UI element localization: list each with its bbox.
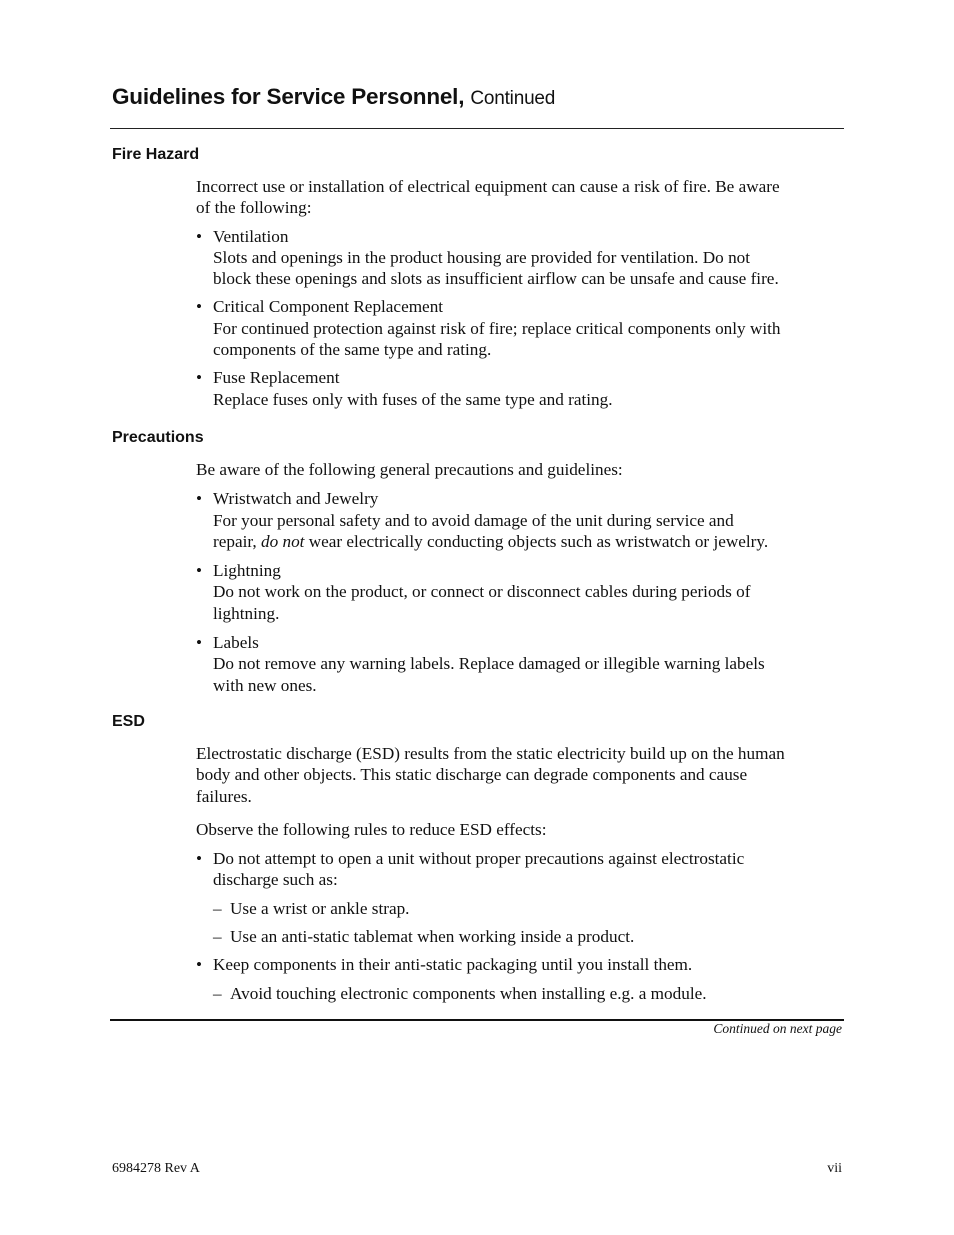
list-item-fuse-replacement bbox=[196, 367, 846, 410]
sub-item-text: Use an anti-static tablemat when working inside a product. bbox=[230, 927, 635, 947]
esd-body bbox=[196, 743, 846, 1004]
sub-item-wrist-strap bbox=[196, 898, 846, 919]
list-item-text: For your personal safety and to avoid damage of the unit during service and bbox=[213, 510, 734, 530]
precautions-intro: Be aware of the following general precautions and guidelines: bbox=[196, 460, 623, 479]
emphasis-do-not: do not bbox=[260, 531, 305, 551]
sub-item-text: Use a wrist or ankle strap. bbox=[230, 898, 410, 918]
page-title bbox=[112, 84, 555, 110]
list-item-text: components of the same type and rating. bbox=[213, 340, 492, 360]
bullet-icon: • bbox=[196, 561, 203, 581]
list-item-text: Do not work on the product, or connect or disconnect cables during periods of bbox=[213, 582, 751, 602]
list-item-text: block these openings and slots as insufficient airflow can be unsafe and cause fire. bbox=[213, 269, 779, 289]
list-item-text: Do not remove any warning labels. Replace damaged or illegible warning labels bbox=[213, 654, 765, 674]
section-heading-esd: ESD bbox=[112, 713, 145, 730]
list-item-wristwatch-jewelry bbox=[196, 488, 846, 552]
page-title-text: Guidelines for Service Personnel, bbox=[112, 84, 465, 109]
list-item-text: lightning. bbox=[213, 603, 280, 623]
list-item-critical-component bbox=[196, 296, 846, 360]
page-title-continued: Continued bbox=[470, 88, 556, 109]
bullet-icon: • bbox=[196, 489, 203, 509]
sub-item-avoid-touching bbox=[196, 983, 846, 1004]
document-id: 6984278 Rev A bbox=[112, 1161, 200, 1176]
bullet-icon: • bbox=[196, 297, 203, 317]
list-item-title: Fuse Replacement bbox=[213, 368, 340, 388]
title-divider bbox=[110, 128, 844, 129]
list-item-text: Keep components in their anti-static packaging until you install them. bbox=[213, 955, 693, 975]
fire-hazard-body bbox=[196, 176, 846, 410]
bullet-icon: • bbox=[196, 955, 203, 975]
list-item-title: Lightning bbox=[213, 561, 281, 581]
list-item-ventilation bbox=[196, 226, 846, 290]
list-item-text: Slots and openings in the product housing are provided for ventilation. Do not bbox=[213, 247, 751, 267]
fire-hazard-intro bbox=[196, 176, 846, 219]
list-item-text: Replace fuses only with fuses of the same type and rating. bbox=[213, 389, 613, 409]
list-item-labels bbox=[196, 632, 846, 696]
esd-paragraph bbox=[196, 743, 846, 807]
list-item-text-end: wear electrically conducting objects such as wristwatch or jewelry. bbox=[304, 531, 769, 551]
list-item-title: Wristwatch and Jewelry bbox=[213, 489, 379, 509]
list-item-text: For continued protection against risk of fire; replace critical components only with bbox=[213, 318, 781, 338]
dash-icon: – bbox=[213, 898, 222, 918]
paragraph-line: body and other objects. This static discharge can degrade components and cause bbox=[196, 765, 748, 785]
sub-item-tablemat bbox=[196, 926, 846, 947]
page-number: vii bbox=[827, 1161, 842, 1176]
dash-icon: – bbox=[213, 927, 222, 947]
list-item-title: Ventilation bbox=[213, 226, 289, 246]
intro-line: of the following: bbox=[196, 198, 312, 218]
list-item-lightning bbox=[196, 560, 846, 624]
bullet-icon: • bbox=[196, 849, 203, 869]
dash-icon: – bbox=[213, 983, 222, 1003]
list-item-text: discharge such as: bbox=[213, 870, 338, 890]
list-item-text: Do not attempt to open a unit without proper precautions against electrostatic bbox=[213, 849, 745, 869]
list-item-title: Critical Component Replacement bbox=[213, 297, 444, 317]
bullet-icon: • bbox=[196, 226, 203, 246]
bullet-icon: • bbox=[196, 633, 203, 653]
paragraph-line: failures. bbox=[196, 786, 252, 806]
section-heading-fire-hazard: Fire Hazard bbox=[112, 146, 200, 163]
list-item-open-unit bbox=[196, 848, 846, 891]
bullet-icon: • bbox=[196, 368, 203, 388]
sub-item-text: Avoid touching electronic components when installing e.g. a module. bbox=[230, 983, 707, 1003]
list-item-text: with new ones. bbox=[213, 675, 317, 695]
esd-rules-intro: Observe the following rules to reduce ESD effects: bbox=[196, 819, 547, 839]
list-item-title: Labels bbox=[213, 633, 259, 653]
precautions-body bbox=[196, 459, 846, 696]
section-heading-precautions: Precautions bbox=[112, 429, 204, 446]
list-item-text-start: repair, bbox=[213, 531, 261, 551]
continued-on-next-page: Continued on next page bbox=[713, 1021, 842, 1036]
list-item-packaging bbox=[196, 954, 846, 975]
paragraph-line: Electrostatic discharge (ESD) results from the static electricity build up on the human bbox=[196, 744, 785, 763]
intro-line: Incorrect use or installation of electrical equipment can cause a risk of fire. Be aware bbox=[196, 177, 780, 196]
